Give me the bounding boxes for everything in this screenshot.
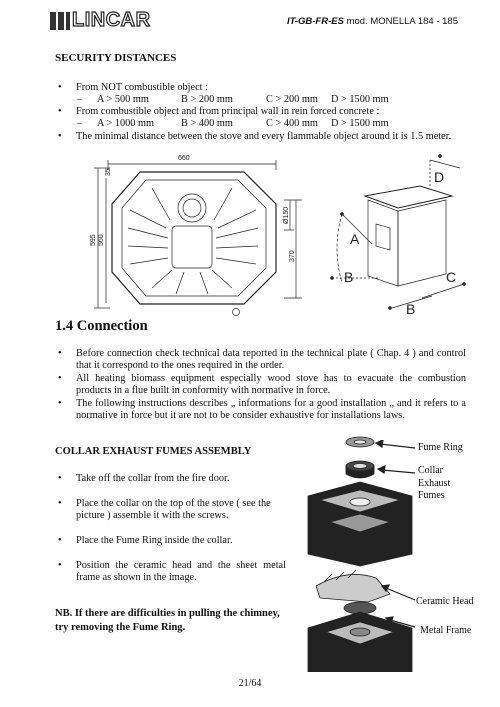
bullet: • [58,373,62,384]
dim-150: Ø150 [283,206,290,224]
security-item-2: From combustible object and from principal wall in rein forced concrete : [76,106,380,117]
dim-660: 660 [178,155,190,162]
collar-title: COLLAR EXHAUST FUMES ASSEMBLY [55,446,252,457]
label-collar-exhaust: Collar Exhaust Fumes [418,465,451,501]
connection-item: The following instructions describes „ informations for a good installation „ and it refers to a normative in force but it are not to be consider exhaustive for installations laws. [76,398,466,422]
value-c: C > 400 mm [266,118,318,129]
value-d: D > 1500 mm [331,94,389,105]
dash: – [77,118,83,129]
value-a: A > 500 mm [97,94,149,105]
dim-560: 560 [98,234,105,246]
brand-name: LINCAR [72,9,151,31]
arrows [370,440,420,640]
dash: – [77,94,83,105]
collar-step: Place the Fume Ring inside the collar. [76,535,233,546]
section-title: 1.4 Connection [55,318,148,334]
lincar-logo [50,10,170,32]
collar-step: Place the collar on the top of the stove ( see the picture ) assemble it with the screws. [76,498,271,522]
connection-item: Before connection check technical data reported in the technical plate ( Chap. 4 ) and control that it correspond to the ones required in the order. [76,348,466,372]
label-ceramic-head: Ceramic Head [416,596,474,607]
distance-figure [80,148,480,320]
page-number: 21/64 [238,678,262,689]
dim-35: 35 [105,168,112,176]
bullet: • [58,560,62,571]
security-item-3: The minimal distance between the stove and every flammable object around it is 1.5 meter. [76,131,452,142]
label-a: A [350,231,360,247]
bullet: • [58,398,62,409]
dim-595: 595 [90,234,97,246]
collar-step: Position the ceramic head and the sheet metal frame as shown in the image. [76,560,286,584]
value-a: A > 1000 mm [97,118,155,129]
security-item-1: From NOT combustible object : [76,82,208,93]
value-b: B > 400 mm [181,118,233,129]
bullet: • [58,473,62,484]
label-c: C [446,269,457,285]
label-d: D [434,169,445,185]
bullet: • [58,348,62,359]
value-d: D > 1500 mm [331,118,389,129]
bullet: • [58,131,62,142]
label-b-left: B [344,269,354,285]
header-model [287,16,458,27]
bullet: • [58,498,62,509]
dim-370: 370 [289,250,296,262]
label-metal-frame: Metal Frame [420,625,472,636]
value-b: B > 200 mm [181,94,233,105]
label-fume-ring: Fume Ring [418,442,463,453]
doc-code: IT-GB-FR-ES [286,16,344,27]
bullet: • [58,82,62,93]
bullet: • [58,106,62,117]
model-name: mod. MONELLA 184 - 185 [346,16,458,27]
connection-item: All heating biomass equipment especially wood stove has to evacuate the combustion products in a flue built in conformity with normative in force. [76,373,466,397]
security-title: SECURITY DISTANCES [55,52,177,64]
value-c: C > 200 mm [266,94,318,105]
label-b-bottom: B [406,301,416,317]
collar-step: Take off the collar from the fire door. [76,473,230,484]
nb-note: NB. If there are difficulties in pulling the chimney, try removing the Fume Ring. [55,608,280,633]
bullet: • [58,535,62,546]
